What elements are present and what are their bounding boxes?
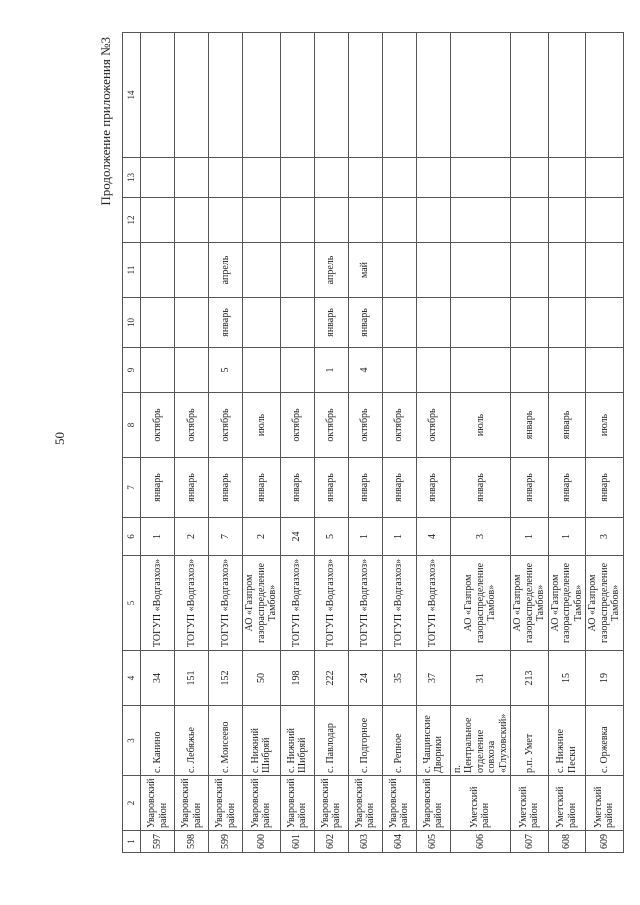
table-cell: 597 — [141, 831, 175, 853]
table-cell — [548, 348, 586, 393]
table-row — [209, 33, 243, 853]
table-cell — [382, 198, 416, 243]
table-cell: Уваровский район — [280, 776, 314, 831]
table-cell — [511, 198, 549, 243]
table-cell: апрель — [209, 243, 243, 298]
table-cell — [314, 33, 348, 158]
table-row — [175, 33, 209, 853]
table-cell: 198 — [280, 651, 314, 706]
table-row — [450, 33, 511, 853]
table-cell — [586, 33, 624, 158]
table-row — [548, 33, 586, 853]
table-row — [511, 33, 549, 853]
table-cell — [416, 348, 450, 393]
table-body — [141, 33, 624, 853]
table-cell — [209, 33, 243, 158]
table-cell — [511, 33, 549, 158]
table-cell: январь — [175, 458, 209, 518]
header-cell: 6 — [123, 518, 141, 556]
table-cell — [586, 348, 624, 393]
page-number: 50 — [52, 432, 67, 445]
table-cell — [141, 298, 175, 348]
table-cell — [450, 348, 511, 393]
table-cell: январь — [511, 393, 549, 458]
table-cell — [511, 158, 549, 198]
table-cell: 606 — [450, 831, 511, 853]
table-cell: ТОГУП «Водгазхоз» — [209, 556, 243, 651]
table-cell: январь — [416, 458, 450, 518]
table-cell: 213 — [511, 651, 549, 706]
table-cell: с. Нижние Пески — [548, 706, 586, 776]
table-cell: январь — [511, 458, 549, 518]
table-cell: 598 — [175, 831, 209, 853]
table-cell: Уметский район — [511, 776, 549, 831]
table-cell — [586, 243, 624, 298]
table-cell — [416, 198, 450, 243]
table-cell: 2 — [175, 518, 209, 556]
table-cell — [243, 298, 281, 348]
table-cell: октябрь — [416, 393, 450, 458]
table-row — [280, 33, 314, 853]
table-cell: октябрь — [209, 393, 243, 458]
table-cell: 2 — [243, 518, 281, 556]
table-cell: 1 — [348, 518, 382, 556]
table-cell: 609 — [586, 831, 624, 853]
table-cell: АО «Газпром газораспределение Тамбов» — [511, 556, 549, 651]
table-cell: июль — [243, 393, 281, 458]
table-cell — [382, 243, 416, 298]
table-cell: 7 — [209, 518, 243, 556]
table-cell: 601 — [280, 831, 314, 853]
table-cell — [175, 243, 209, 298]
table-cell: 1 — [141, 518, 175, 556]
table-cell: ТОГУП «Водгазхоз» — [141, 556, 175, 651]
table-cell — [548, 33, 586, 158]
table-cell: ТОГУП «Водгазхоз» — [314, 556, 348, 651]
table-cell: 5 — [314, 518, 348, 556]
table-cell — [548, 243, 586, 298]
table-cell — [209, 198, 243, 243]
table-cell: Уваровский район — [141, 776, 175, 831]
table-cell: 15 — [548, 651, 586, 706]
table-cell: с. Оржевка — [586, 706, 624, 776]
table-cell — [450, 243, 511, 298]
table-cell — [348, 158, 382, 198]
header-row — [123, 33, 141, 853]
table-cell — [586, 158, 624, 198]
table-cell: 605 — [416, 831, 450, 853]
table-cell: 3 — [450, 518, 511, 556]
table-cell: июль — [450, 393, 511, 458]
table-cell: июль — [586, 393, 624, 458]
table-cell — [209, 158, 243, 198]
header-cell: 9 — [123, 348, 141, 393]
table-cell: с. Нижний Шибряй — [243, 706, 281, 776]
table-cell: 604 — [382, 831, 416, 853]
table-cell: 24 — [280, 518, 314, 556]
table-cell: январь — [243, 458, 281, 518]
table-cell — [511, 348, 549, 393]
table-cell: АО «Газпром газораспределение Тамбов» — [243, 556, 281, 651]
table-cell — [314, 198, 348, 243]
table-cell: январь — [209, 458, 243, 518]
table-cell: АО «Газпром газораспределение Тамбов» — [548, 556, 586, 651]
header-cell: 11 — [123, 243, 141, 298]
table-cell — [548, 158, 586, 198]
table-cell: 50 — [243, 651, 281, 706]
table-cell: 1 — [548, 518, 586, 556]
table-cell — [141, 158, 175, 198]
table-cell — [511, 298, 549, 348]
table-cell: январь — [314, 298, 348, 348]
table-cell — [175, 348, 209, 393]
table-cell — [175, 298, 209, 348]
table-cell — [243, 33, 281, 158]
table-cell: Уваровский район — [175, 776, 209, 831]
table-cell: октябрь — [175, 393, 209, 458]
table-row — [348, 33, 382, 853]
table-cell: с. Павлодар — [314, 706, 348, 776]
header-cell: 2 — [123, 776, 141, 831]
table-cell: ТОГУП «Водгазхоз» — [280, 556, 314, 651]
table-cell: январь — [548, 393, 586, 458]
table-cell — [280, 158, 314, 198]
table-cell: 5 — [209, 348, 243, 393]
header-cell: 4 — [123, 651, 141, 706]
table-row — [314, 33, 348, 853]
table-cell: ТОГУП «Водгазхоз» — [416, 556, 450, 651]
header-cell: 13 — [123, 158, 141, 198]
table-cell — [243, 243, 281, 298]
table-cell: Уваровский район — [209, 776, 243, 831]
table-cell: Уваровский район — [243, 776, 281, 831]
table-cell: 1 — [511, 518, 549, 556]
table-cell — [348, 198, 382, 243]
table-cell — [141, 243, 175, 298]
table-cell: 34 — [141, 651, 175, 706]
table-cell: апрель — [314, 243, 348, 298]
table-cell — [280, 348, 314, 393]
table-cell: октябрь — [382, 393, 416, 458]
appendix-table — [122, 32, 624, 853]
table-cell: 31 — [450, 651, 511, 706]
table-cell: ТОГУП «Водгазхоз» — [348, 556, 382, 651]
table-cell: с. Нижний Шибряй — [280, 706, 314, 776]
table-cell — [416, 33, 450, 158]
table-cell: 603 — [348, 831, 382, 853]
table-cell: с. Чащинские Дворики — [416, 706, 450, 776]
table-cell — [450, 298, 511, 348]
table-cell — [280, 298, 314, 348]
table-row — [416, 33, 450, 853]
table-cell: 602 — [314, 831, 348, 853]
table-cell — [382, 348, 416, 393]
table-cell: Уметский район — [450, 776, 511, 831]
table-cell: 4 — [416, 518, 450, 556]
table-cell: 4 — [348, 348, 382, 393]
table-cell: октябрь — [348, 393, 382, 458]
table-cell: 1 — [382, 518, 416, 556]
table-row — [382, 33, 416, 853]
table-cell — [314, 158, 348, 198]
table-cell: 37 — [416, 651, 450, 706]
table-cell — [243, 198, 281, 243]
table-cell — [450, 33, 511, 158]
table-cell — [382, 298, 416, 348]
table-row — [243, 33, 281, 853]
header-cell: 3 — [123, 706, 141, 776]
table-cell — [175, 198, 209, 243]
header-cell: 7 — [123, 458, 141, 518]
header-cell: 5 — [123, 556, 141, 651]
table-cell: октябрь — [141, 393, 175, 458]
table-cell: январь — [209, 298, 243, 348]
table-cell: 222 — [314, 651, 348, 706]
table-cell — [548, 298, 586, 348]
table-cell — [586, 198, 624, 243]
table-cell — [141, 348, 175, 393]
table-cell: Уваровский район — [314, 776, 348, 831]
table-cell — [450, 198, 511, 243]
table-cell: январь — [348, 298, 382, 348]
table-cell: с. Лебяжье — [175, 706, 209, 776]
table-cell: январь — [314, 458, 348, 518]
table-cell — [382, 33, 416, 158]
table-cell — [243, 348, 281, 393]
table-cell: январь — [450, 458, 511, 518]
table-cell: январь — [141, 458, 175, 518]
table-cell — [416, 298, 450, 348]
table-cell: 3 — [586, 518, 624, 556]
header-cell: 12 — [123, 198, 141, 243]
table-cell: май — [348, 243, 382, 298]
table-cell: 600 — [243, 831, 281, 853]
table-cell — [416, 243, 450, 298]
table-cell: с. Репное — [382, 706, 416, 776]
table-cell: с. Канино — [141, 706, 175, 776]
table-cell: Уметский район — [586, 776, 624, 831]
table-cell — [382, 158, 416, 198]
table-cell: 151 — [175, 651, 209, 706]
table-cell — [243, 158, 281, 198]
table-cell: Уваровский район — [416, 776, 450, 831]
table-cell — [280, 243, 314, 298]
table-cell — [141, 198, 175, 243]
table-cell: п. Центральное отделение совхоза «Глуховский» — [450, 706, 511, 776]
table-cell — [450, 158, 511, 198]
table-cell — [511, 243, 549, 298]
table-cell: с. Моисеево — [209, 706, 243, 776]
table-cell: 24 — [348, 651, 382, 706]
table-cell: Уваровский район — [348, 776, 382, 831]
continuation-caption: Продолжение приложения №3 — [98, 37, 113, 206]
table-cell — [416, 158, 450, 198]
table-cell — [141, 33, 175, 158]
table-cell — [175, 158, 209, 198]
header-cell: 14 — [123, 33, 141, 158]
header-cell: 10 — [123, 298, 141, 348]
table-row — [586, 33, 624, 853]
table-cell: 19 — [586, 651, 624, 706]
table-cell — [348, 33, 382, 158]
rotated-page-content — [98, 33, 621, 853]
table-cell: январь — [280, 458, 314, 518]
table-cell: октябрь — [280, 393, 314, 458]
table-cell — [175, 33, 209, 158]
table-cell: 35 — [382, 651, 416, 706]
table-cell: 607 — [511, 831, 549, 853]
table-cell: 599 — [209, 831, 243, 853]
table-cell: с. Подгорное — [348, 706, 382, 776]
table-row — [141, 33, 175, 853]
table-cell: январь — [348, 458, 382, 518]
table-cell — [586, 298, 624, 348]
table-cell — [280, 33, 314, 158]
header-cell: 1 — [123, 831, 141, 853]
table-cell: 1 — [314, 348, 348, 393]
table-cell: ТОГУП «Водгазхоз» — [382, 556, 416, 651]
table-cell: 608 — [548, 831, 586, 853]
table-cell: ТОГУП «Водгазхоз» — [175, 556, 209, 651]
table-cell: Уметский район — [548, 776, 586, 831]
table-cell: январь — [586, 458, 624, 518]
table-cell: р.п. Умет — [511, 706, 549, 776]
table-cell: октябрь — [314, 393, 348, 458]
header-cell: 8 — [123, 393, 141, 458]
table-cell: январь — [382, 458, 416, 518]
table-cell: АО «Газпром газораспределение Тамбов» — [450, 556, 511, 651]
table-cell — [548, 198, 586, 243]
table-cell — [280, 198, 314, 243]
table-cell: Уваровский район — [382, 776, 416, 831]
table-cell: январь — [548, 458, 586, 518]
table-cell: 152 — [209, 651, 243, 706]
table-cell: АО «Газпром газораспределение Тамбов» — [586, 556, 624, 651]
